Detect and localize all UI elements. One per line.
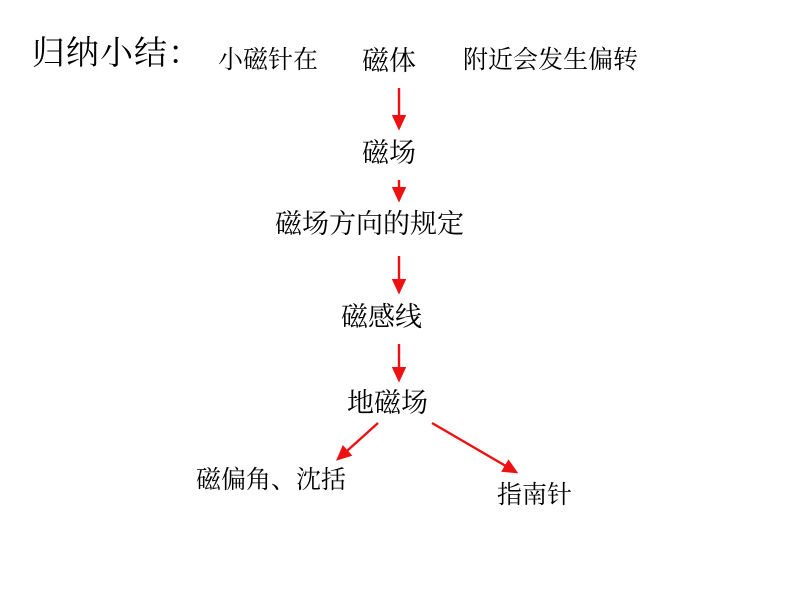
node-declination-shenkuo: 磁偏角、沈括 bbox=[196, 466, 347, 494]
summary-heading: 归纳小结： bbox=[32, 34, 202, 71]
node-compass: 指南针 bbox=[497, 481, 573, 509]
node-earth-field: 地磁场 bbox=[347, 388, 428, 418]
arrow-earth-to-compass bbox=[432, 423, 516, 472]
node-field-lines: 磁感线 bbox=[341, 302, 422, 332]
heading-trailing: 附近会发生偏转 bbox=[463, 46, 639, 74]
heading-continuation: 小磁针在 bbox=[218, 46, 319, 74]
node-magnet: 磁体 bbox=[362, 46, 416, 76]
node-magnetic-field: 磁场 bbox=[362, 138, 416, 168]
node-field-direction: 磁场方向的规定 bbox=[275, 209, 464, 239]
arrow-earth-to-declination bbox=[338, 423, 378, 459]
